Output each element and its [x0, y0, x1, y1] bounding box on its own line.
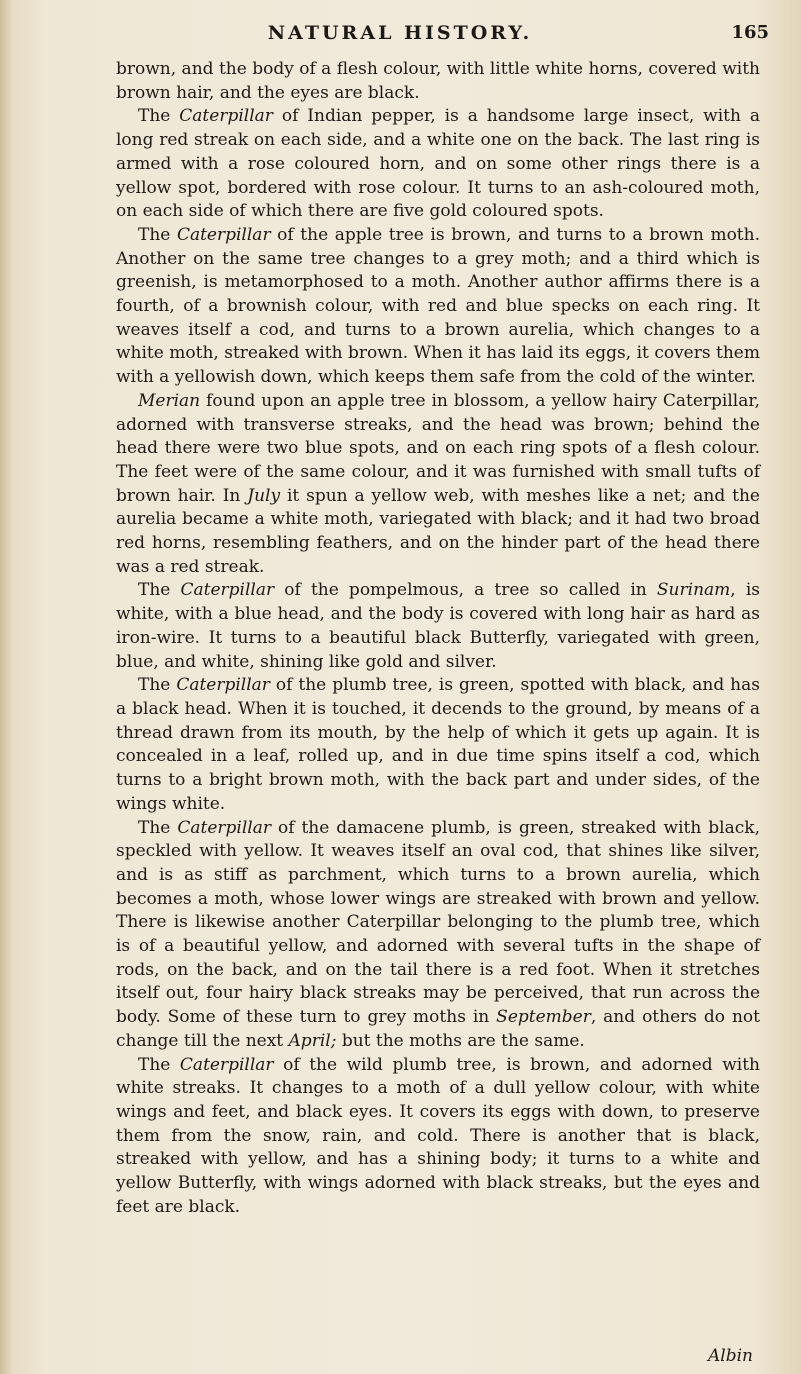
body-text [116, 58, 760, 1219]
paragraph: The Caterpillar of the wild plumb tree, is brown, and adorned with white streaks. It changes to a moth of a dull yellow colour, with white wings and feet, and black eyes. It covers its eggs with down, to preserve them from the snow, rain, and cold. There is another that is black, streaked with yellow, and has a shining body; it turns to a white and yellow Butterfly, with wings adorned with black streaks, but the eyes and feet are black. [116, 1054, 760, 1217]
paragraph: The Caterpillar of the pompelmous, a tree so called in Surinam, is white, with a blue head, and the body is covered with long hair as hard as iron-wire. It turns to a beautiful black Butterfly, variegated with green, blue, and white, shining like gold and silver. [116, 580, 760, 672]
running-title: NATURAL HISTORY. [267, 22, 533, 44]
catchword: Albin [708, 1346, 753, 1366]
paragraph: brown, and the body of a flesh colour, with little white horns, covered with brown hair, and the eyes are black. [116, 59, 760, 103]
paragraph: The Caterpillar of the apple tree is brown, and turns to a brown moth. Another on the same tree changes to a grey moth; and a third which is greenish, is metamorphosed to a moth. Another author affirms there is a fourth, of a brownish colour, with red and blue specks on each ring. It weaves itself a cod, and turns to a brown aurelia, which changes to a white moth, streaked with brown. When it has laid its eggs, it covers them with a yellowish down, which keeps them safe from the cold of the winter. [116, 224, 760, 388]
page-number: 165 [731, 22, 769, 43]
paragraph: The Caterpillar of the plumb tree, is green, spotted with black, and has a black head. When it is touched, it decends to the ground, by means of a thread drawn from its mouth, by the help of which it gets up again. It is concealed in a leaf, rolled up, and in due time spins itself a cod, which turns to a bright brown moth, with the back part and under sides, of the wings white. [116, 675, 760, 814]
paragraph: The Caterpillar of Indian pepper, is a handsome large insect, with a long red streak on each side, and a white one on the back. The last ring is armed with a rose coloured horn, and on some other rings there is a yellow spot, bordered with rose colour. It turns to an ash-coloured moth, on each side of which there are five gold coloured spots. [116, 106, 760, 222]
paragraph: Merian found upon an apple tree in blossom, a yellow hairy Caterpillar, adorned with transverse streaks, and the head was brown; behind the head there were two blue spots, and on each ring spots of a flesh colour. The feet were of the same colour, and it was furnished with small tufts of brown hair. In July it spun a yellow web, with meshes like a net; and the aurelia became a white moth, variegated with black; and it had two broad red horns, resembling feathers, and on the hinder part of the head there was a red streak. [116, 390, 760, 577]
paragraph: The Caterpillar of the damacene plumb, is green, streaked with black, speckled with yellow. It weaves itself an oval cod, that shines like silver, and is as stiff as parchment, which turns to a brown aurelia, which becomes a moth, whose lower wings are streaked with brown and yellow. There is likewise another Caterpillar belonging to the plumb tree, which is of a beautiful yellow, and adorned with several tufts in the shape of rods, on the back, and on the tail there is a red foot. When it stretches itself out, four hairy black streaks may be perceived, that run across the body. Some of these turn to grey moths in September, and others do not change till the next April; but the moths are the same. [116, 817, 760, 1051]
page-gutter-shadow [0, 0, 12, 1374]
